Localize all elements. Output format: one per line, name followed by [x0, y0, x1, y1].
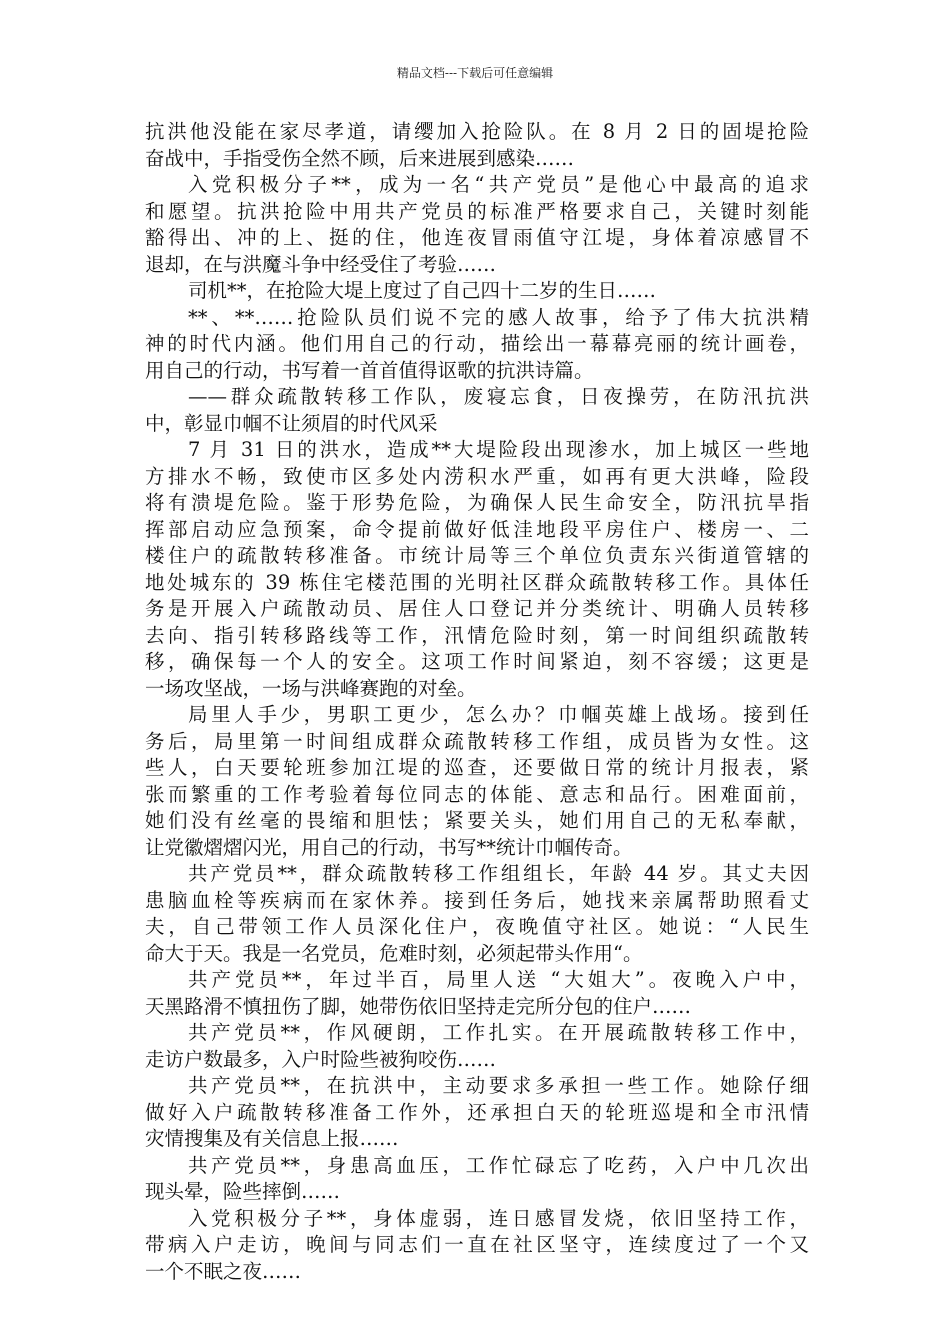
text-line: 带病入户走访，晚间与同志们一直在社区坚守，连续度过了一个又: [145, 1233, 809, 1256]
text-line: 奋战中，手指受伤全然不顾，后来进展到感染……: [145, 146, 575, 170]
text-line: 现头晕，险些摔倒……: [145, 1180, 341, 1203]
text-line: 挥部启动应急预案，命令提前做好低洼地段平房住户、楼房一、二: [145, 517, 809, 541]
text-line: 患脑血栓等疾病而在家休养。接到任务后，她找来亲属帮助照看丈: [145, 888, 809, 912]
text-line: 7 月 31 日的洪水，造成**大堤险段出现渗水，加上城区一些地: [188, 438, 809, 461]
text-line: ——群众疏散转移工作队，废寝忘食，日夜操劳，在防汛抗洪: [188, 385, 809, 408]
text-line: 楼住户的疏散转移准备。市统计局等三个单位负责东兴街道管辖的: [145, 544, 809, 567]
text-line: 司机**，在抢险大堤上度过了自己四十二岁的生日……: [188, 279, 657, 302]
text-line: 让党徽熠熠闪光，用自己的行动，书写**统计巾帼传奇。: [145, 835, 633, 859]
text-line: 共产党员**，年过半百，局里人送 “大姐大”。夜晚入户中，: [188, 968, 809, 991]
text-line: 入党积极分子**，成为一名“共产党员”是他心中最高的追求: [188, 173, 809, 196]
text-line: 退却，在与洪魔斗争中经受住了考验……: [145, 252, 497, 276]
text-line: 抗洪他没能在家尽孝道，请缨加入抢险队。在 8 月 2 日的固堤抢险: [145, 120, 809, 143]
text-line: 务是开展入户疏散动员、居住人口登记并分类统计、明确人员转移: [145, 597, 809, 620]
text-line: 将有溃堤危险。鉴于形势危险，为确保人民生命安全，防汛抗旱指: [145, 491, 809, 514]
text-line: 局里人手少，男职工更少，怎么办？巾帼英雄上战场。接到任: [188, 703, 809, 726]
text-line: 务后，局里第一时间组成群众疏散转移工作组，成员皆为女性。这: [145, 729, 809, 753]
text-line: 她们没有丝毫的畏缩和胆怯；紧要关头，她们用自己的无私奉献，: [145, 809, 809, 832]
text-line: 走访户数最多，入户时险些被狗咬伤……: [145, 1047, 497, 1071]
text-line: 一场攻坚战，一场与洪峰赛跑的对垒。: [145, 676, 477, 700]
text-line: 一个不眠之夜……: [145, 1259, 302, 1283]
page-header: 精品文档---下载后可任意编辑: [396, 66, 554, 80]
text-line: 共产党员**，群众疏散转移工作组组长，年龄 44 岁。其丈夫因: [188, 862, 809, 885]
text-line: 共产党员**，作风硬朗，工作扎实。在开展疏散转移工作中，: [188, 1021, 809, 1044]
text-line: 灾情搜集及有关信息上报……: [145, 1127, 399, 1150]
text-line: 用自己的行动，书写着一首首值得讴歌的抗洪诗篇。: [145, 358, 594, 382]
text-line: 去向、指引转移路线等工作，汛情危险时刻，第一时间组织疏散转: [145, 623, 809, 647]
text-line: 命大于天。我是一名党员，危难时刻，必须起带头作用“。: [145, 941, 643, 965]
text-line: 中，彰显巾帼不让须眉的时代风采: [145, 411, 438, 435]
text-line: **、**……抢险队员们说不完的感人故事，给予了伟大抗洪精: [188, 305, 809, 329]
text-line: 豁得出、冲的上、挺的住，他连夜冒雨值守江堤，身体着凉感冒不: [145, 226, 809, 249]
text-line: 做好入户疏散转移准备工作外，还承担白天的轮班巡堤和全市汛情: [145, 1100, 809, 1124]
text-line: 入党积极分子**，身体虚弱，连日感冒发烧，依旧坚持工作，: [188, 1206, 809, 1230]
text-line: 方排水不畅，致使市区多处内涝积水严重，如再有更大洪峰，险段: [145, 464, 809, 488]
text-line: 神的时代内涵。他们用自己的行动，描绘出一幕幕亮丽的统计画卷，: [145, 332, 809, 355]
text-line: 共产党员**，身患高血压，工作忙碌忘了吃药，入户中几次出: [188, 1153, 809, 1177]
text-line: 夫，自己带领工作人员深化住户，夜晚值守社区。她说：“人民生: [145, 915, 809, 938]
text-line: 共产党员**，在抗洪中，主动要求多承担一些工作。她除仔细: [188, 1074, 809, 1097]
text-line: 移，确保每一个人的安全。这项工作时间紧迫，刻不容缓；这更是: [145, 650, 809, 673]
document-body: [145, 119, 809, 1285]
text-line: 和愿望。抗洪抢险中用共产党员的标准严格要求自己，关键时刻能: [145, 199, 809, 223]
text-line: 张而繁重的工作考验着每位同志的体能、意志和品行。困难面前，: [145, 782, 809, 806]
text-line: 些人，白天要轮班参加江堤的巡查，还要做日常的统计月报表，紧: [145, 756, 809, 779]
text-line: 天黑路滑不慎扭伤了脚，她带伤依旧坚持走完所分包的住户……: [145, 994, 692, 1018]
text-line: 地处城东的 39 栋住宅楼范围的光明社区群众疏散转移工作。具体任: [145, 570, 809, 594]
